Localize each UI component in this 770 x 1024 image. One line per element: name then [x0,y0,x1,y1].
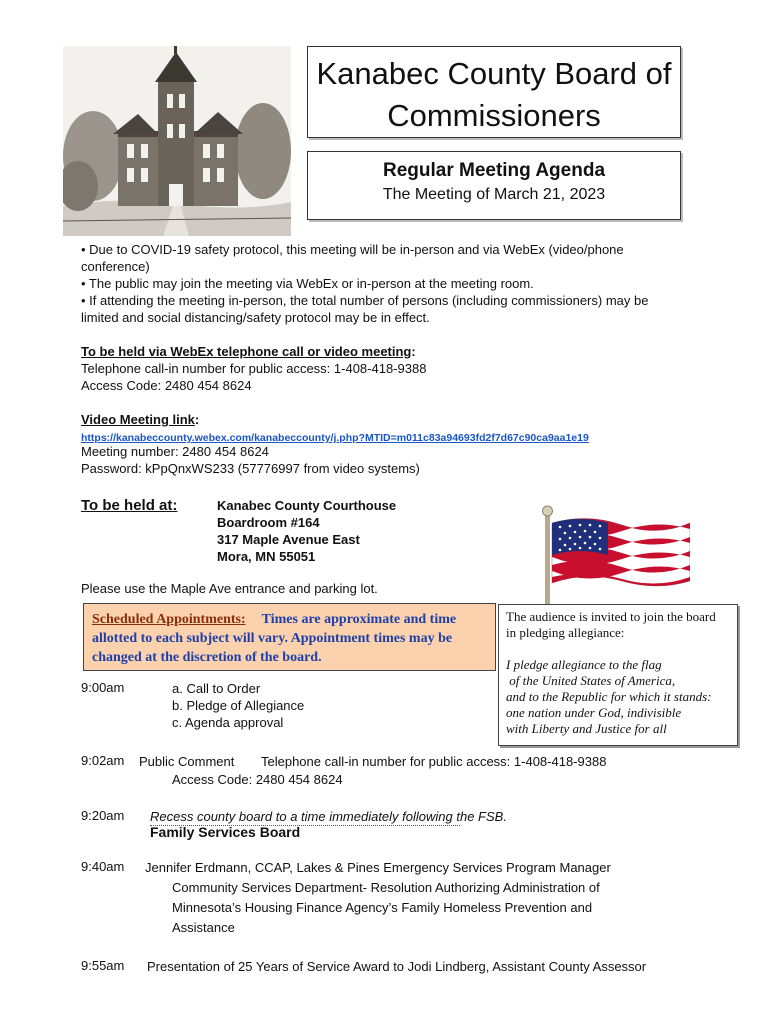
agenda-time: 9:40am [81,859,125,874]
address-line: Boardroom #164 [217,515,320,530]
held-at-label-colon: : [172,497,178,514]
agenda-item: Jennifer Erdmann, CCAP, Lakes & Pines Emergency Services Program Manager [145,860,611,875]
entrance-note: Please use the Maple Ave entrance and parking lot. [81,581,378,596]
agenda-time: 9:55am [81,958,125,973]
notice-line: limited and social distancing/safety protocol may be in effect. [81,310,430,325]
scheduled-appointments-box [83,603,496,671]
family-services-board-heading: Family Services Board [150,824,301,840]
agenda-item: b. Pledge of Allegiance [172,698,305,713]
notice-line: • The public may join the meeting via WebEx or in-person at the meeting room. [81,276,534,291]
held-at-label-text: To be held at [81,497,173,514]
recess-note: Recess county board to a time immediately following the FSB. [150,809,507,824]
board-title-line1: Kanabec County Board of [316,56,672,91]
held-at-label [81,497,177,514]
pledge-line: and to the Republic for which it stands: [506,689,712,704]
pledge-intro: in pledging allegiance: [506,625,625,640]
webex-phone-heading-text: To be held via WebEx telephone call or video meeting [81,344,412,359]
webex-phone-heading-colon: : [411,344,416,359]
video-heading-colon: : [194,412,200,427]
agenda-heading: Regular Meeting Agenda [382,160,606,181]
agenda-item-label: Public Comment [139,754,235,769]
video-meeting-number: Meeting number: 2480 454 8624 [81,444,269,459]
notice-line: • Due to COVID-19 safety protocol, this meeting will be in-person and via WebEx (video/phone [81,242,624,257]
board-title-line2: Commissioners [387,98,601,133]
video-meeting-link[interactable]: https://kanabeccounty.webex.com/kanabeccounty/j.php?MTID=m011c83a94693fd2f7d67c90ca9aa1e19 [81,432,589,444]
american-flag-image [540,505,690,605]
agenda-item: Community Services Department- Resolution Authorizing Administration of [172,880,600,895]
pledge-intro: The audience is invited to join the board [506,609,716,624]
agenda-heading-box [307,151,681,220]
agenda-time: 9:20am [81,808,125,823]
agenda-time: 9:00am [81,680,125,695]
agenda-time: 9:02am [81,753,125,768]
agenda-item: Presentation of 25 Years of Service Award to Jodi Lindberg, Assistant County Assessor [147,959,647,974]
agenda-item: Telephone call-in number for public access: 1-408-418-9388 [261,754,607,769]
video-heading-text: Video Meeting link [81,412,195,427]
meeting-date: The Meeting of March 21, 2023 [382,186,606,203]
webex-access-code: Access Code: 2480 454 8624 [81,378,252,393]
address-line: Kanabec County Courthouse [217,498,397,513]
agenda-item: c. Agenda approval [172,715,284,730]
pledge-line: I pledge allegiance to the flag [506,657,662,672]
pledge-line: of the United States of America, [506,673,676,688]
video-password: Password: kPpQnxWS233 (57776997 from video systems) [81,461,420,476]
pledge-line: one nation under God, indivisible [506,705,682,720]
address-line: Mora, MN 55051 [217,549,316,564]
webex-phone-number: Telephone call-in number for public access: 1-408-418-9388 [81,361,427,376]
notice-line: conference) [81,259,150,274]
board-title-box [307,46,681,138]
video-heading [81,411,199,428]
agenda-item: Access Code: 2480 454 8624 [172,772,343,787]
webex-phone-heading [81,343,416,360]
courthouse-illustration [63,46,291,236]
agenda-item: Minnesota’s Housing Finance Agency’s Family Homeless Prevention and [172,900,593,915]
agenda-item: a. Call to Order [172,681,261,696]
pledge-box [498,604,738,746]
pledge-line: with Liberty and Justice for all [506,721,667,736]
address-line: 317 Maple Avenue East [217,532,360,547]
scheduled-appointments-text: Times are approximate and time allotted to each subject will vary. Appointment times may be changed at the discretion of the board. [92,612,457,665]
agenda-item: Assistance [172,920,235,935]
notice-line: • If attending the meeting in-person, the total number of persons (including commissioners) may be [81,293,649,308]
scheduled-appointments-label: Scheduled Appointments: [92,612,246,627]
